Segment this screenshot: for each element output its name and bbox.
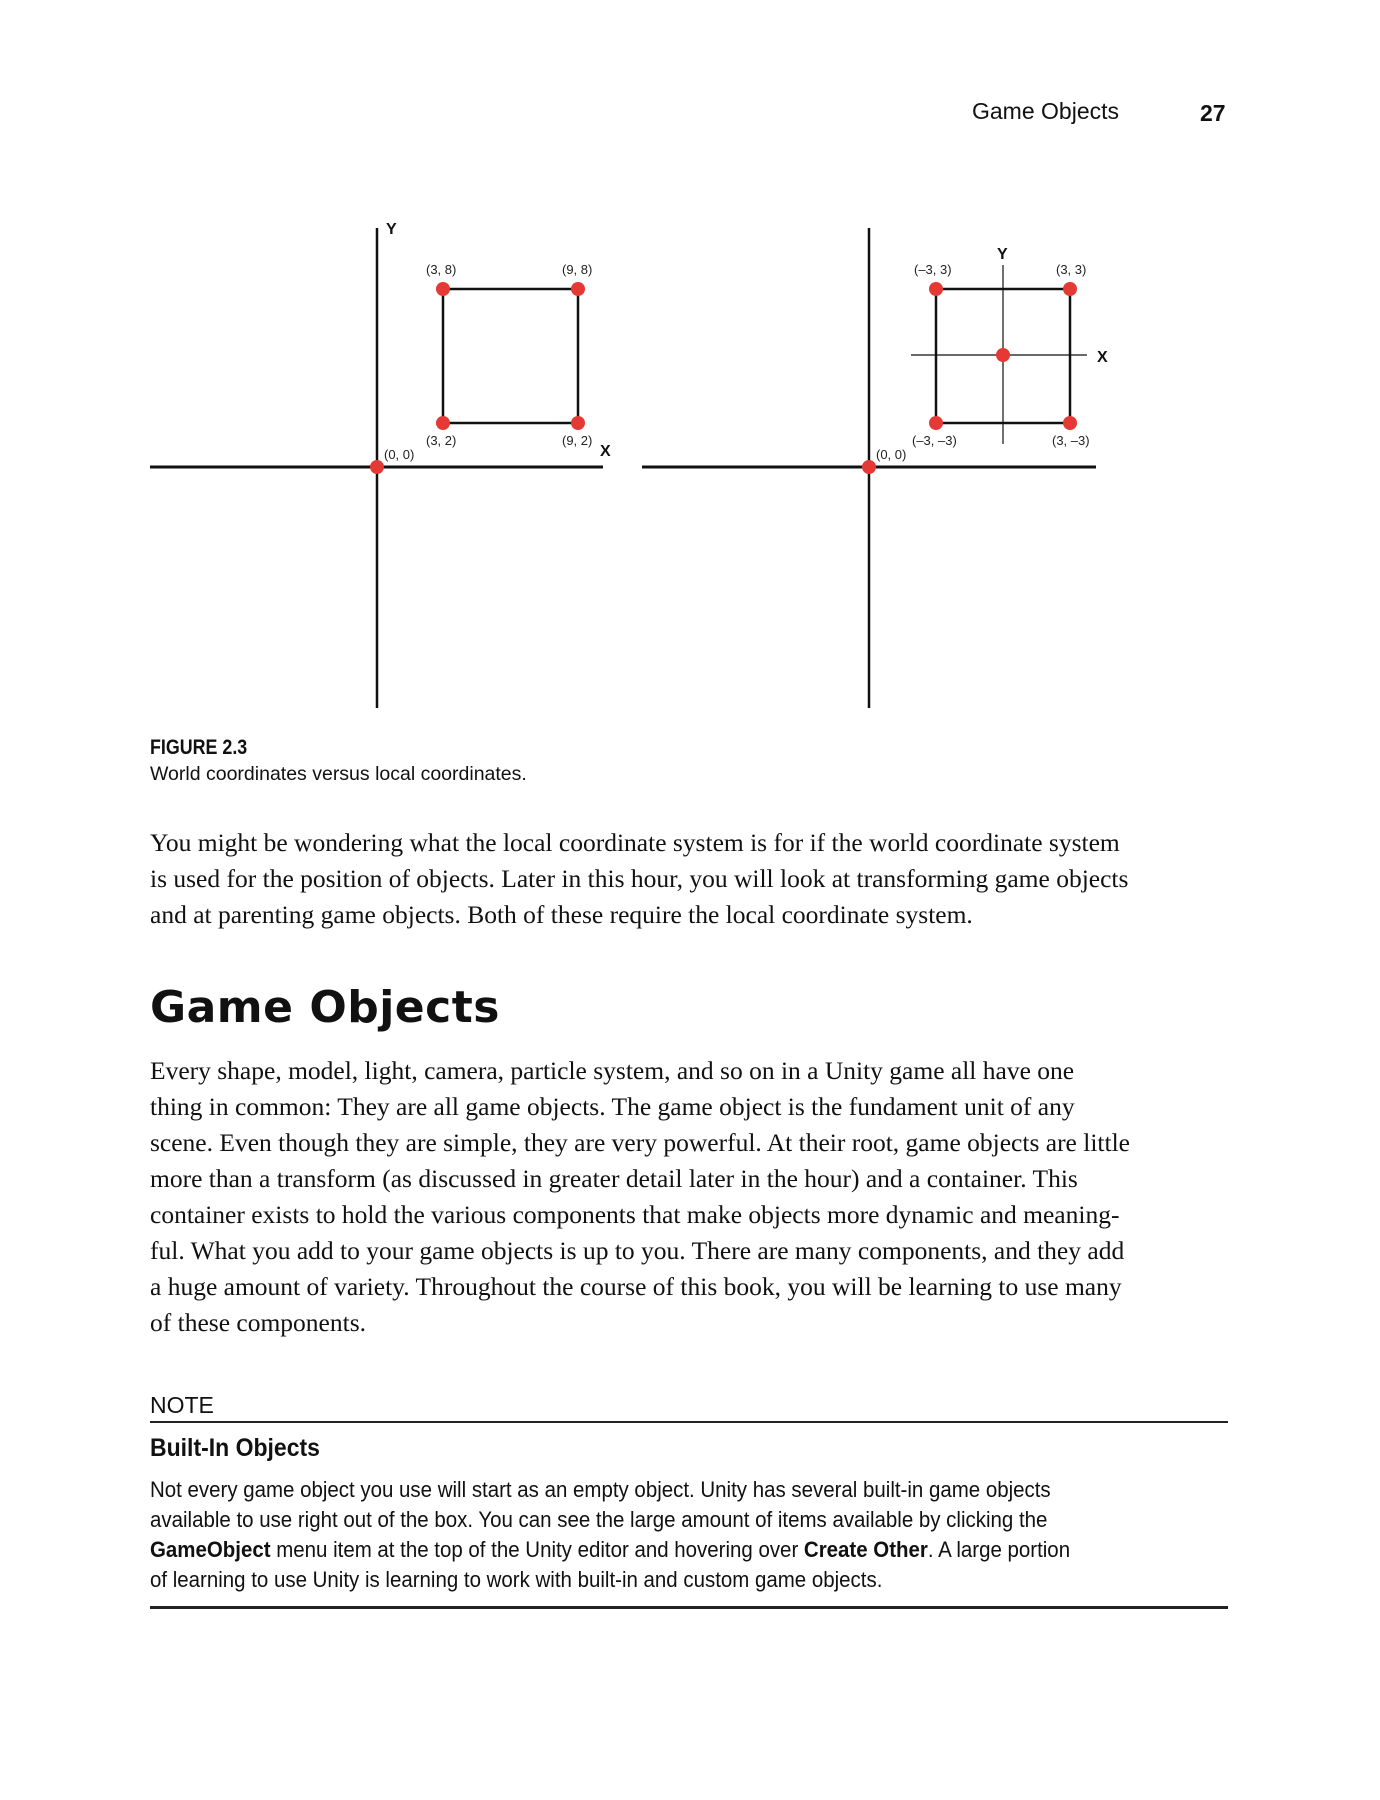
local-x-label: X: [1097, 349, 1108, 366]
point-3-neg3: [1063, 416, 1077, 430]
note-line: available to use right out of the box. You can see the large amount of items available by clicking the: [150, 1507, 1048, 1532]
create-other-term: Create Other: [803, 1537, 928, 1562]
label-9-8: (9, 8): [562, 262, 593, 277]
point-neg3-3: [929, 282, 943, 296]
point-local-center: [996, 348, 1010, 362]
note-text: . A large portion: [927, 1537, 1071, 1562]
point-world-origin: [370, 460, 384, 474]
note-top-rule: [150, 1421, 1228, 1423]
note-bottom-rule: [150, 1606, 1228, 1609]
gameobject-term: GameObject: [150, 1537, 271, 1562]
label-9-2: (9, 2): [562, 433, 593, 448]
running-title: Game Objects: [972, 98, 1119, 124]
point-neg3-neg3: [929, 416, 943, 430]
label-neg3-neg3: (–3, –3): [912, 433, 957, 448]
label-local-origin: (0, 0): [876, 447, 907, 462]
section-heading: Game Objects: [150, 982, 500, 1033]
body-line: of these components.: [150, 1308, 366, 1337]
body-line: a huge amount of variety. Throughout the course of this book, you will be learning to use many: [150, 1272, 1122, 1301]
world-y-label: Y: [386, 221, 397, 238]
note-line: Not every game object you use will start as an empty object. Unity has several built-in game objects: [150, 1477, 1051, 1502]
note-text: menu item at the top of the Unity editor and hovering over: [270, 1537, 804, 1562]
label-3-8: (3, 8): [426, 262, 457, 277]
body-line: scene. Even though they are simple, they are very powerful. At their root, game objects are little: [150, 1128, 1130, 1157]
label-3-2: (3, 2): [426, 433, 457, 448]
body-line: more than a transform (as discussed in greater detail later in the hour) and a container. This: [150, 1164, 1078, 1193]
page-number: 27: [1200, 100, 1226, 126]
point-3-8: [436, 282, 450, 296]
world-x-label: X: [600, 443, 611, 460]
note-label: NOTE: [150, 1392, 214, 1418]
figure-coordinates: [0, 0, 1380, 760]
body-line: Every shape, model, light, camera, particle system, and so on in a Unity game all have one: [150, 1056, 1075, 1085]
figure-caption-title: FIGURE 2.3: [150, 736, 248, 759]
point-3-3: [1063, 282, 1077, 296]
label-3-neg3: (3, –3): [1052, 433, 1090, 448]
figure-caption-text: World coordinates versus local coordinates.: [150, 763, 527, 785]
body-line: container exists to hold the various components that make objects more dynamic and meaning-: [150, 1200, 1120, 1229]
label-world-origin: (0, 0): [384, 447, 415, 462]
body-line: is used for the position of objects. Later in this hour, you will look at transforming game objects: [150, 864, 1129, 893]
point-9-8: [571, 282, 585, 296]
note-title: Built-In Objects: [150, 1434, 320, 1462]
note-line: [150, 1535, 1070, 1565]
body-line: thing in common: They are all game objects. The game object is the fundament unit of any: [150, 1092, 1075, 1121]
world-square: [443, 289, 578, 423]
label-3-3: (3, 3): [1056, 262, 1087, 277]
note-line: of learning to use Unity is learning to work with built-in and custom game objects.: [150, 1567, 883, 1592]
point-9-2: [571, 416, 585, 430]
body-line: ful. What you add to your game objects is up to you. There are many components, and they add: [150, 1236, 1125, 1265]
local-y-label: Y: [997, 246, 1008, 263]
point-local-origin: [862, 460, 876, 474]
body-line: and at parenting game objects. Both of these require the local coordinate system.: [150, 900, 973, 929]
body-line: You might be wondering what the local coordinate system is for if the world coordinate system: [150, 828, 1120, 857]
point-3-2: [436, 416, 450, 430]
label-neg3-3: (–3, 3): [914, 262, 952, 277]
